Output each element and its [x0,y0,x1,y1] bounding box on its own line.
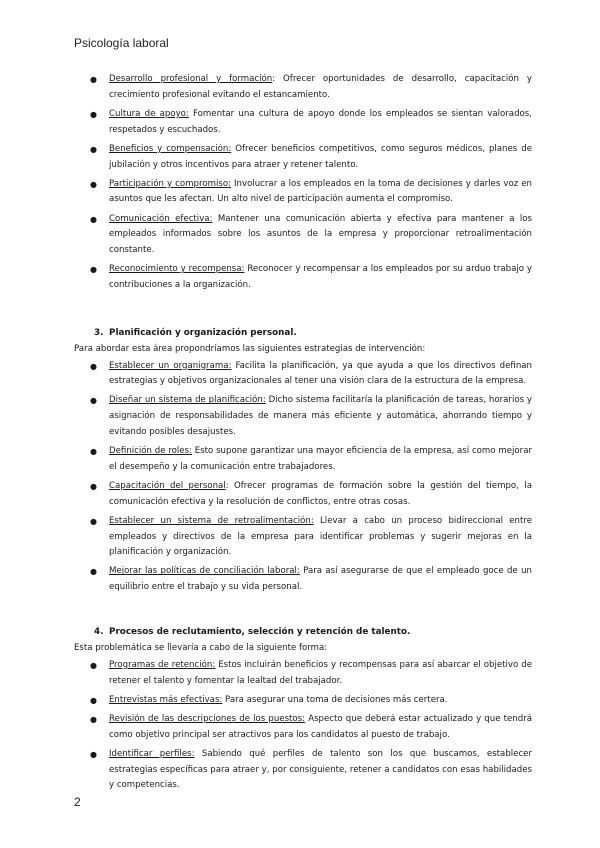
bullet-icon: ● [90,361,97,371]
list-item-text: : Ofrecer oportunidades de desarrollo, capacitación y crecimiento profesional evitando el estancamiento. [109,74,532,100]
list-item [74,747,532,794]
section-number: 4. [94,627,104,638]
bullet-icon: ● [90,144,97,154]
list-item-text: Estos incluirán beneficios y recompensas para así abarcar el objetivo de retener el talento y fomentar la lealtad del trabajador. [109,659,533,686]
bullet-icon: ● [90,396,97,406]
section-3-intro: Para abordar esta área propondríamos las siguientes estrategias de intervención: [74,343,426,354]
list-item [74,693,532,709]
list-item-text: Involucrar a los empleados en la toma de decisiones y darles voz en asuntos que les afectan. Un alto nivel de participación aumenta el compromiso. [109,178,532,205]
list-item-text: Esto supone garantizar una mayor eficiencia de la empresa, así como mejorar el desempeño y la comunicación entre trabajadores. [109,446,532,472]
list-item [74,514,532,561]
list-item [74,142,532,173]
list-item [74,72,532,103]
list-item-text: Ofrecer beneficios competitivos, como seguros médicos, planes de jubilación y otros incentivos para atraer y retener talento. [109,143,532,170]
bullet-icon: ● [90,179,97,189]
page-number: 2 [74,795,81,809]
section-4-list [74,658,532,794]
list-item-text: Llevar a cabo un proceso bidireccional entre empleados y directivos de la empresa para identificar problemas y sugerir mejoras en la planificación y organización. [109,515,532,558]
bullet-icon: ● [90,516,97,526]
list-item-term: Revisión de las descripciones de los puestos: [109,713,306,724]
section-title: Planificación y organización personal. [109,328,297,339]
document-body [74,72,532,797]
bullet-icon: ● [90,749,97,759]
bullet-icon: ● [90,695,97,705]
list-item-text: Mantener una comunicación abierta y efectiva para mantener a los empleados informados sobre los asuntos de la empresa y proporcionar retroalimentación constante. [109,213,532,256]
list-item-term: Definición de roles: [109,446,192,457]
list-item-text: Dicho sistema facilitaría la planificación de tareas, horarios y asignación de responsabilidades de manera más eficiente y automática, ahorrando tiempo y evitando posibles desajustes. [109,395,532,437]
list-item-term: Participación y compromiso: [109,178,231,189]
bullet-icon: ● [90,75,97,84]
list-item-term: Identificar perfiles: [109,748,195,759]
list-item-term: Cultura de apoyo: [109,108,189,119]
list-item-term: Beneficios y compensación: [109,143,232,154]
bullet-icon: ● [90,447,97,457]
list-item-text: Para asegurar una toma de decisiones más certera. [222,694,448,705]
list-item-term: Mejorar las políticas de conciliación laboral: [109,566,300,577]
list-item-term: Desarrollo profesional y formación [109,74,273,84]
retention-list [74,72,532,294]
list-item [74,359,532,390]
list-item [74,177,532,208]
list-item-term: Programas de retención: [109,659,216,670]
list-item [74,658,532,689]
list-item [74,393,532,440]
list-item-term: Comunicación efectiva: [109,213,213,224]
list-item-term: Establecer un sistema de retroalimentación: [109,515,314,526]
list-item [74,479,532,510]
bullet-icon: ● [90,660,97,670]
list-item-text: Aspecto que deberá estar actualizado y que tendrá como objetivo principal ser atractivos para los candidatos al puesto de trabajo. [109,713,532,740]
bullet-icon: ● [90,714,97,724]
list-item-text: Para así asegurarse de que el empleado goce de un equilibrio entre el trabajo y su vida personal. [109,566,532,593]
section-number: 3. [94,328,104,339]
bullet-icon: ● [90,567,97,577]
list-item [74,107,532,138]
list-item-text: : Ofrecer programas de formación sobre la gestión del tiempo, la comunicación efectiva y la resolución de conflictos, entre otras cosas. [109,480,532,507]
section-title: Procesos de reclutamiento, selección y retención de talento. [109,627,411,638]
list-item [74,262,532,293]
list-item-term: Capacitación del personal [109,480,226,491]
list-item-text: Facilita la planificación, ya que ayuda a que los directivos definan estrategias y objetivos organizacionales al tener una visión clara de la estructura de la empresa. [109,360,532,387]
list-item-term: Reconocimiento y recompensa: [109,264,245,275]
list-item-term: Entrevistas más efectivas: [109,694,223,705]
section-3-heading [74,326,532,342]
list-item [74,444,532,475]
list-item-term: Establecer un organigrama: [109,360,232,371]
list-item [74,564,532,595]
page-header-title: Psicología laboral [74,36,169,50]
list-item-term: Diseñar un sistema de planificación: [109,395,266,406]
list-item-text: Sabiendo qué perfiles de talento son los que buscamos, establecer estrategias específicas para atraer y, por consiguiente, retener a candidatos con esas habilidades y competencias. [109,748,532,791]
section-4-heading [74,625,532,641]
bullet-icon: ● [90,109,97,119]
list-item [74,712,532,743]
section-3-list [74,359,532,596]
section-4-intro: Esta problemática se llevaría a cabo de la siguiente forma: [74,643,328,654]
list-item-text: Reconocer y recompensar a los empleados por su arduo trabajo y contribuciones a la organización. [109,264,532,290]
bullet-icon: ● [90,214,97,224]
list-item [74,212,532,259]
list-item-text: Fomentar una cultura de apoyo donde los empleados se sientan valorados, respetados y escuchados. [109,108,532,135]
bullet-icon: ● [90,265,97,275]
bullet-icon: ● [90,481,97,491]
